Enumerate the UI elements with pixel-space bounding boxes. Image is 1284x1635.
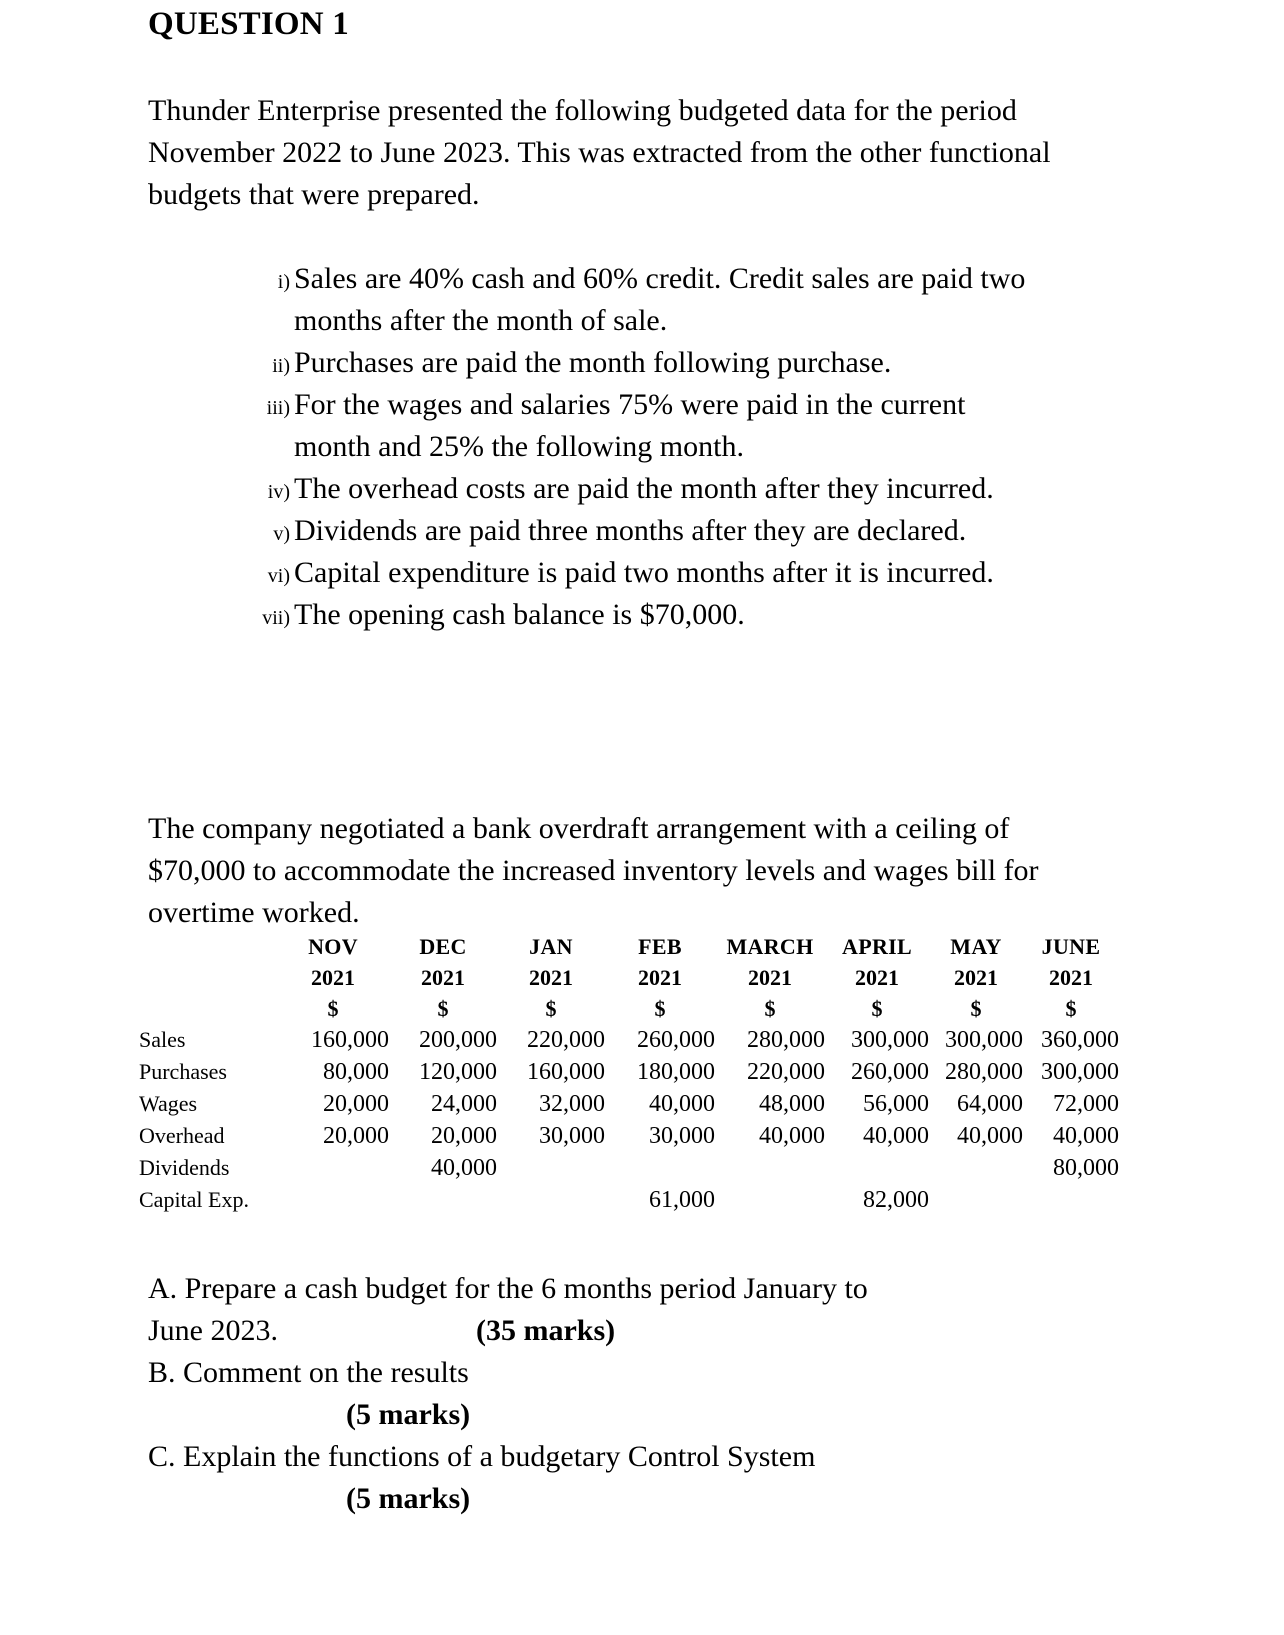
list-item-text: The opening cash balance is $70,000. [294, 598, 745, 631]
list-marker: vi) [267, 565, 290, 587]
table-cell [497, 1152, 605, 1184]
table-cell: 72,000 [1053, 1091, 1119, 1117]
table-cell: 20,000 [323, 1091, 389, 1117]
table-cell [929, 1152, 1023, 1184]
currency-symbol: $ [437, 996, 449, 1021]
table-cell: 280,000 [945, 1059, 1023, 1085]
table-cell [497, 1184, 605, 1216]
currency-symbol: $ [545, 996, 557, 1021]
table-cell: 64,000 [957, 1091, 1023, 1117]
table-cell: 48,000 [759, 1091, 825, 1117]
table-cell: 300,000 [851, 1027, 929, 1053]
overdraft-paragraph: The company negotiated a bank overdraft arrangement with a ceiling of $70,000 to accommodate the increased inventory levels and wages bill for overtime worked. [148, 812, 1039, 929]
table-cell: 120,000 [419, 1059, 497, 1085]
table-row [139, 1152, 1119, 1184]
table-row [139, 1024, 1119, 1056]
table-cell [277, 1184, 389, 1216]
table-cell: 56,000 [863, 1091, 929, 1117]
list-item [248, 594, 1048, 636]
question-a-line-1: A. Prepare a cash budget for the 6 months period January to [148, 1272, 868, 1305]
table-cell: 160,000 [311, 1027, 389, 1053]
table-corner-cell [139, 993, 277, 1024]
table-cell: 300,000 [945, 1027, 1023, 1053]
currency-symbol: $ [1065, 996, 1077, 1021]
table-cell: 360,000 [1041, 1027, 1119, 1053]
list-marker: iii) [266, 397, 290, 419]
column-header-month: DEC [419, 934, 467, 959]
table-cell [715, 1184, 825, 1216]
table-cell [389, 1184, 497, 1216]
list-item [248, 342, 1048, 384]
table-cell: 40,000 [649, 1091, 715, 1117]
table-cell: 40,000 [1053, 1123, 1119, 1149]
table-cell [929, 1184, 1023, 1216]
list-item [248, 384, 1048, 468]
column-header-month: JAN [529, 934, 573, 959]
column-header-month: MARCH [726, 934, 814, 959]
list-marker: iv) [267, 481, 290, 503]
table-cell [277, 1152, 389, 1184]
table-cell: 220,000 [747, 1059, 825, 1085]
table-cell: 32,000 [539, 1091, 605, 1117]
page-title: QUESTION 1 [148, 6, 349, 42]
question-c: C. Explain the functions of a budgetary Control System [148, 1440, 816, 1473]
table-corner-cell [139, 962, 277, 993]
list-item-text: Sales are 40% cash and 60% credit. Credit sales are paid two months after the month of sale. [294, 262, 1026, 337]
question-b-marks: (5 marks) [346, 1398, 471, 1431]
list-marker: vii) [262, 607, 290, 629]
column-header-year: 2021 [1049, 965, 1093, 990]
table-cell: 40,000 [863, 1123, 929, 1149]
list-item [248, 258, 1048, 342]
row-label: Dividends [139, 1155, 230, 1180]
table-header-months [139, 931, 1119, 962]
list-item-text: The overhead costs are paid the month after they incurred. [294, 472, 994, 505]
table-cell: 220,000 [527, 1027, 605, 1053]
question-c-marks-line [148, 1478, 1060, 1520]
column-header-year: 2021 [954, 965, 998, 990]
column-header-month: NOV [308, 934, 358, 959]
column-header-year: 2021 [421, 965, 465, 990]
table-cell [715, 1152, 825, 1184]
question-b: B. Comment on the results [148, 1356, 469, 1389]
question-a-line-2 [148, 1310, 1060, 1352]
table-cell: 280,000 [747, 1027, 825, 1053]
row-label: Purchases [139, 1059, 227, 1084]
currency-symbol: $ [871, 996, 883, 1021]
list-marker: ii) [272, 355, 290, 377]
list-item-text: Capital expenditure is paid two months after it is incurred. [294, 556, 994, 589]
questions-section [148, 1268, 1060, 1520]
currency-symbol: $ [327, 996, 339, 1021]
question-a-marks: (35 marks) [476, 1314, 616, 1347]
table-row [139, 1184, 1119, 1216]
intro-paragraph: Thunder Enterprise presented the following budgeted data for the period November 2022 to June 2023. This was extracted from the other functional budgets that were prepared. [148, 94, 1051, 211]
question-c-marks: (5 marks) [346, 1482, 471, 1515]
table-cell: 260,000 [851, 1059, 929, 1085]
table-cell: 180,000 [637, 1059, 715, 1085]
column-header-year: 2021 [638, 965, 682, 990]
question-b-marks-line [148, 1394, 1060, 1436]
column-header-year: 2021 [748, 965, 792, 990]
table-cell [605, 1152, 715, 1184]
table-row [139, 1088, 1119, 1120]
row-label: Overhead [139, 1123, 225, 1148]
list-item-text: Dividends are paid three months after they are declared. [294, 514, 967, 547]
list-item [248, 468, 1048, 510]
table-cell [1023, 1184, 1119, 1216]
table-corner-cell [139, 931, 277, 962]
budget-data-table [139, 931, 1119, 1216]
list-item [248, 510, 1048, 552]
table-cell: 300,000 [1041, 1059, 1119, 1085]
currency-symbol: $ [764, 996, 776, 1021]
column-header-year: 2021 [855, 965, 899, 990]
table-cell: 160,000 [527, 1059, 605, 1085]
question-a-continuation: June 2023. [148, 1314, 278, 1347]
column-header-year: 2021 [311, 965, 355, 990]
table-cell: 20,000 [431, 1123, 497, 1149]
row-label: Capital Exp. [139, 1187, 249, 1212]
column-header-month: APRIL [842, 934, 912, 959]
table-cell: 30,000 [649, 1123, 715, 1149]
table-cell: 40,000 [431, 1155, 497, 1181]
table-cell: 200,000 [419, 1027, 497, 1053]
list-item-text: For the wages and salaries 75% were paid in the current month and 25% the following month. [294, 388, 966, 463]
table-cell: 24,000 [431, 1091, 497, 1117]
assumptions-list [248, 258, 1048, 636]
table-cell: 80,000 [1053, 1155, 1119, 1181]
row-label: Sales [139, 1027, 186, 1052]
list-marker: i) [277, 271, 290, 293]
column-header-month: FEB [638, 934, 682, 959]
table-cell: 40,000 [759, 1123, 825, 1149]
table-cell: 30,000 [539, 1123, 605, 1149]
table-cell: 61,000 [649, 1187, 715, 1213]
table-cell: 20,000 [323, 1123, 389, 1149]
currency-symbol: $ [654, 996, 666, 1021]
table-cell: 82,000 [863, 1187, 929, 1213]
table-cell: 260,000 [637, 1027, 715, 1053]
table-cell: 80,000 [323, 1059, 389, 1085]
currency-symbol: $ [970, 996, 982, 1021]
row-label: Wages [139, 1091, 198, 1116]
column-header-year: 2021 [529, 965, 573, 990]
table-header-currency [139, 993, 1119, 1024]
table-cell [825, 1152, 929, 1184]
table-header-years [139, 962, 1119, 993]
column-header-month: JUNE [1041, 934, 1101, 959]
table-row [139, 1056, 1119, 1088]
list-item [248, 552, 1048, 594]
list-marker: v) [273, 523, 290, 545]
list-item-text: Purchases are paid the month following purchase. [294, 346, 892, 379]
column-header-month: MAY [950, 934, 1002, 959]
table-cell: 40,000 [957, 1123, 1023, 1149]
table-row [139, 1120, 1119, 1152]
